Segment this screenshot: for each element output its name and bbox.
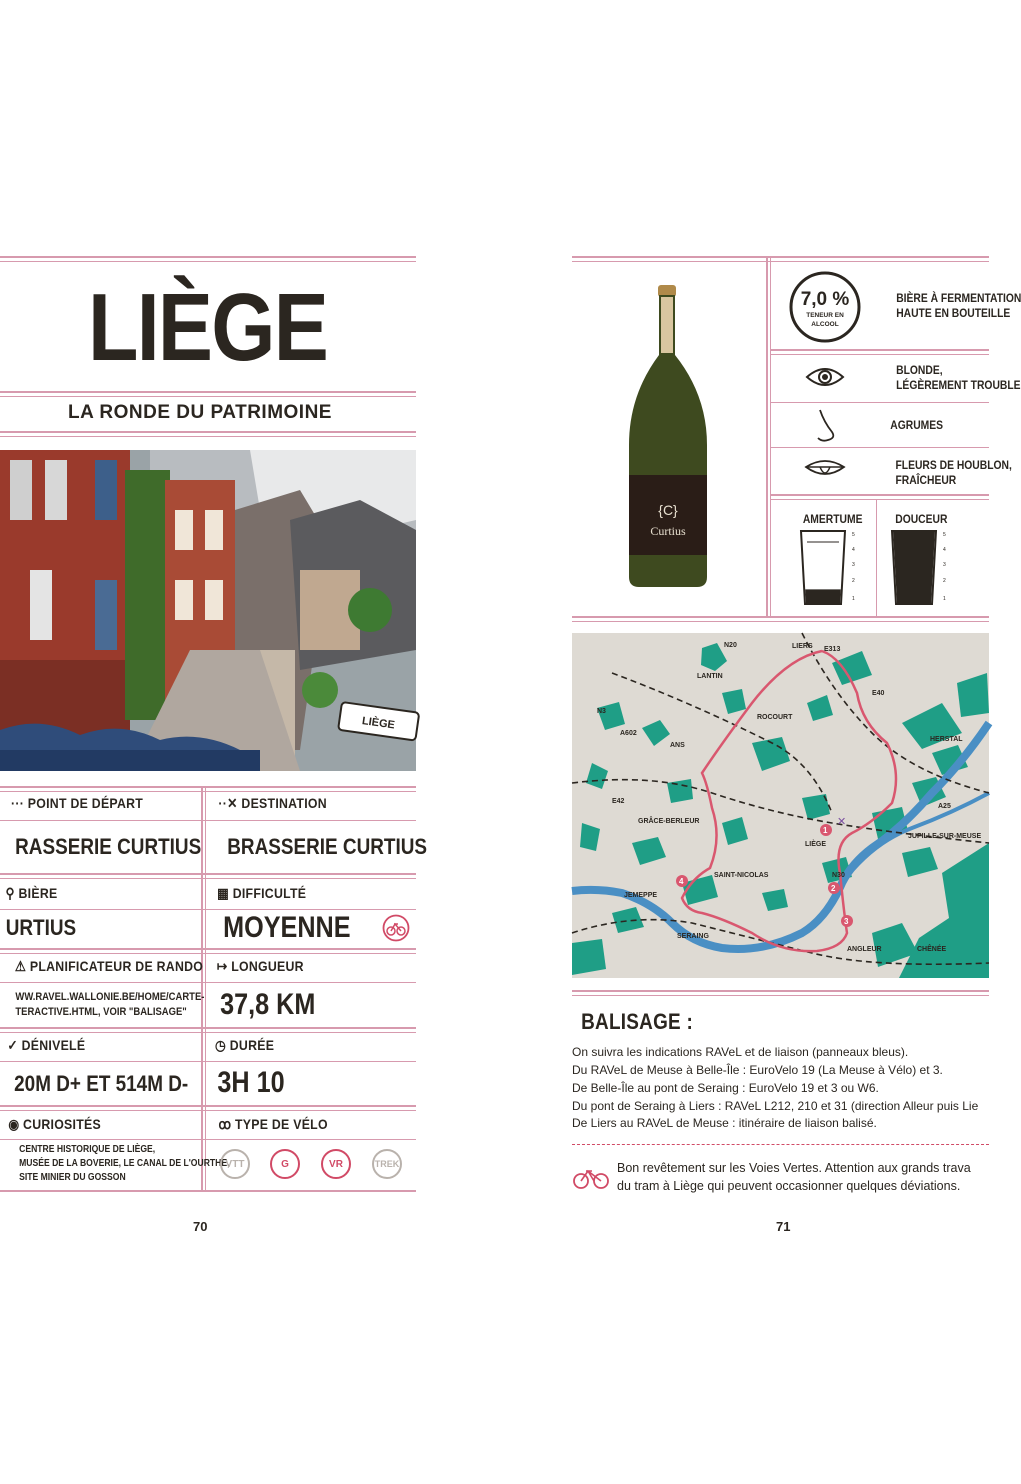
bottle-logo: {C} [658, 502, 678, 518]
destination-x-icon: ✕ [837, 816, 847, 828]
length-label: ↦ LONGUEUR [216, 958, 304, 974]
abv-caption-2: ALCOOL [811, 321, 839, 328]
map-label: N3 [597, 708, 606, 715]
bike-type-vr: VR [321, 1149, 351, 1179]
page-title: LIÈGE [88, 274, 328, 381]
rule [0, 878, 416, 879]
map-label: JEMEPPE [624, 892, 658, 899]
beer-bottle [625, 285, 711, 590]
rule [0, 436, 416, 437]
rule [0, 982, 416, 983]
map-label: E42 [612, 798, 625, 805]
route-subtitle: LA RONDE DU PATRIMOINE [68, 402, 332, 423]
route-marker: 3 [844, 917, 849, 926]
abv-caption-1: TENEUR EN [806, 312, 844, 319]
bitterness-level-fill [805, 589, 841, 603]
rule [0, 953, 416, 954]
route-marker: 2 [831, 884, 836, 893]
photo-sign-text: LIÈGE [361, 715, 396, 732]
rule [0, 1105, 416, 1107]
bottle-label: Curtius [650, 524, 686, 538]
scale-tick: 2 [943, 578, 946, 584]
map-label: JUPILLE-SUR-MEUSE [908, 833, 982, 840]
rule [572, 990, 989, 992]
elevation-value: 20M D+ ET 514M D- [14, 1071, 189, 1096]
scale-tick: 2 [852, 578, 855, 584]
sweetness-level-fill [893, 531, 935, 603]
planner-label: ⚠ PLANIFICATEUR DE RANDO [14, 958, 204, 974]
rule [0, 1190, 416, 1192]
beer-value: URTIUS [5, 915, 77, 940]
scale-tick: 4 [852, 547, 855, 553]
rule [0, 948, 416, 950]
map-label: LIERS [792, 643, 813, 650]
warning-icon: ⚠ [14, 958, 27, 974]
destination-label: ··✕ DESTINATION [218, 795, 327, 811]
taste-text: FLEURS DE HOUBLON, FRAÎCHEUR [895, 458, 1012, 487]
duration-label: ◷ DURÉE [215, 1037, 275, 1053]
rule [0, 786, 416, 788]
rule [0, 1061, 416, 1062]
duration-value: 3H 10 [217, 1066, 285, 1099]
map-label: HERSTAL [930, 736, 963, 743]
rule [0, 431, 416, 433]
rule [0, 791, 416, 792]
difficulty-label: ▦ DIFFICULTÉ [217, 885, 307, 901]
map-label: ANS [670, 742, 685, 749]
bicycle-icon: ꝏ [218, 1116, 232, 1132]
map-label: LIÈGE [805, 841, 827, 848]
column-divider [205, 786, 206, 1192]
column-divider [876, 500, 877, 616]
dashed-divider [572, 1144, 989, 1145]
column-divider [201, 786, 203, 1192]
route-marker: 1 [823, 826, 828, 835]
sweetness-label: DOUCEUR [895, 512, 948, 526]
note-line: Bon revêtement sur les Voies Vertes. Attention aux grands trava [617, 1161, 971, 1175]
sweetness-glass [889, 528, 951, 608]
fermentation-text: BIÈRE À FERMENTATION HAUTE EN BOUTEILLE [896, 291, 1021, 320]
bike-type-label: ꝏ TYPE DE VÉLO [218, 1116, 328, 1132]
map-label: N30 [832, 872, 845, 879]
scale-tick: 1 [943, 596, 946, 602]
difficulty-value: MOYENNE [223, 911, 351, 944]
rule [0, 396, 416, 397]
bitterness-glass [798, 528, 860, 608]
map-label: GRÂCE-BERLEUR [638, 818, 700, 825]
look-text: BLONDE, LÉGÈREMENT TROUBLE [896, 363, 1021, 392]
rule [770, 494, 989, 496]
rule [0, 909, 416, 910]
planner-url[interactable]: WW.RAVEL.WALLONIE.BE/HOME/CARTE- TERACTIVE.HTML, VOIR "BALISAGE" [15, 991, 205, 1018]
map-label: LANTIN [697, 673, 723, 680]
start-label: ··· POINT DE DÉPART [11, 795, 144, 811]
beer-label: ⚲ BIÈRE [5, 885, 58, 901]
balisage-line: Du RAVeL de Meuse à Belle-Île : EuroVelo 19 (La Meuse à Vélo) et 3. [572, 1063, 943, 1077]
balisage-line: Du pont de Seraing à Liers : RAVeL L212, 210 et 31 (direction Alleur puis Lie [572, 1099, 979, 1113]
page-number: 71 [776, 1219, 791, 1234]
map-label: E313 [824, 646, 841, 653]
map-label: SERAING [677, 933, 709, 940]
rule [0, 1139, 416, 1140]
map-label: A602 [620, 730, 637, 737]
map-label: ROCOURT [757, 714, 793, 721]
rule [572, 995, 989, 996]
map-label: A25 [938, 803, 951, 810]
smell-text: AGRUMES [890, 418, 944, 432]
route-map[interactable] [572, 633, 989, 978]
rule [0, 261, 416, 262]
abv-value: 7,0 % [800, 289, 850, 310]
clock-icon: ◷ [215, 1037, 227, 1053]
bike-icon [382, 914, 410, 942]
rule [0, 1027, 416, 1029]
column-divider [770, 258, 771, 616]
route-marker: 4 [679, 877, 684, 886]
rule [770, 349, 989, 351]
bike-type-g: G [270, 1149, 300, 1179]
scale-tick: 5 [943, 532, 946, 538]
note-line: du tram à Liège qui peuvent occasionner quelques déviations. [617, 1179, 961, 1193]
rule [770, 402, 989, 403]
balisage-line: De Liers au RAVeL de Meuse : itinéraire de liaison balisé. [572, 1116, 877, 1130]
rule [770, 354, 989, 355]
rule [770, 447, 989, 448]
rule [0, 1032, 416, 1033]
map-label: SAINT-NICOLAS [714, 872, 769, 879]
rule [572, 621, 989, 622]
length-icon: ↦ [216, 958, 228, 974]
balisage-line: On suivra les indications RAVeL et de liaison (panneaux bleus). [572, 1045, 909, 1059]
scale-tick: 3 [852, 562, 855, 568]
scale-tick: 1 [852, 596, 855, 602]
elevation-icon: ✓ [7, 1037, 18, 1053]
curiosities-value: CENTRE HISTORIQUE DE LIÈGE, MUSÉE DE LA BOVERIE, LE CANAL DE L'OURTHE, SITE MINIER DU GOSSON [19, 1144, 230, 1183]
scale-tick: 5 [852, 532, 855, 538]
rule [770, 499, 989, 500]
abv-badge [788, 270, 862, 344]
eye-icon [805, 364, 845, 390]
rule [572, 256, 989, 258]
rule [0, 256, 416, 258]
bike-type-vtt: VTT [220, 1149, 250, 1179]
bicycle-icon [572, 1166, 610, 1190]
rule [0, 1110, 416, 1111]
rule [572, 616, 989, 618]
curiosities-label: ◉ CURIOSITÉS [8, 1116, 101, 1132]
map-label: ANGLEUR [847, 946, 882, 953]
rule [0, 391, 416, 393]
balisage-title: BALISAGE : [581, 1009, 694, 1034]
rule [572, 261, 989, 262]
nose-icon [810, 408, 840, 444]
balisage-line: De Belle-Île au pont de Seraing : EuroVelo 19 et 3 ou W6. [572, 1081, 879, 1095]
destination-value: BRASSERIE CURTIUS [227, 834, 427, 859]
rule [0, 820, 416, 821]
length-value: 37,8 KM [220, 988, 316, 1021]
scale-tick: 3 [943, 562, 946, 568]
mouth-icon [804, 457, 846, 481]
bitterness-label: AMERTUME [802, 512, 863, 526]
eye-icon: ◉ [8, 1116, 20, 1132]
rule [0, 873, 416, 875]
map-label: E40 [872, 690, 885, 697]
scale-tick: 4 [943, 547, 946, 553]
page-number: 70 [193, 1219, 208, 1234]
difficulty-icon: ▦ [217, 885, 229, 901]
street-photo [0, 450, 416, 771]
map-label: N20 [724, 642, 737, 649]
column-divider [766, 258, 768, 616]
bike-type-trek: TREK [372, 1149, 402, 1179]
elevation-label: ✓ DÉNIVELÉ [7, 1037, 86, 1053]
map-label: CHÊNÉE [917, 946, 947, 953]
start-value: RASSERIE CURTIUS [15, 834, 202, 859]
